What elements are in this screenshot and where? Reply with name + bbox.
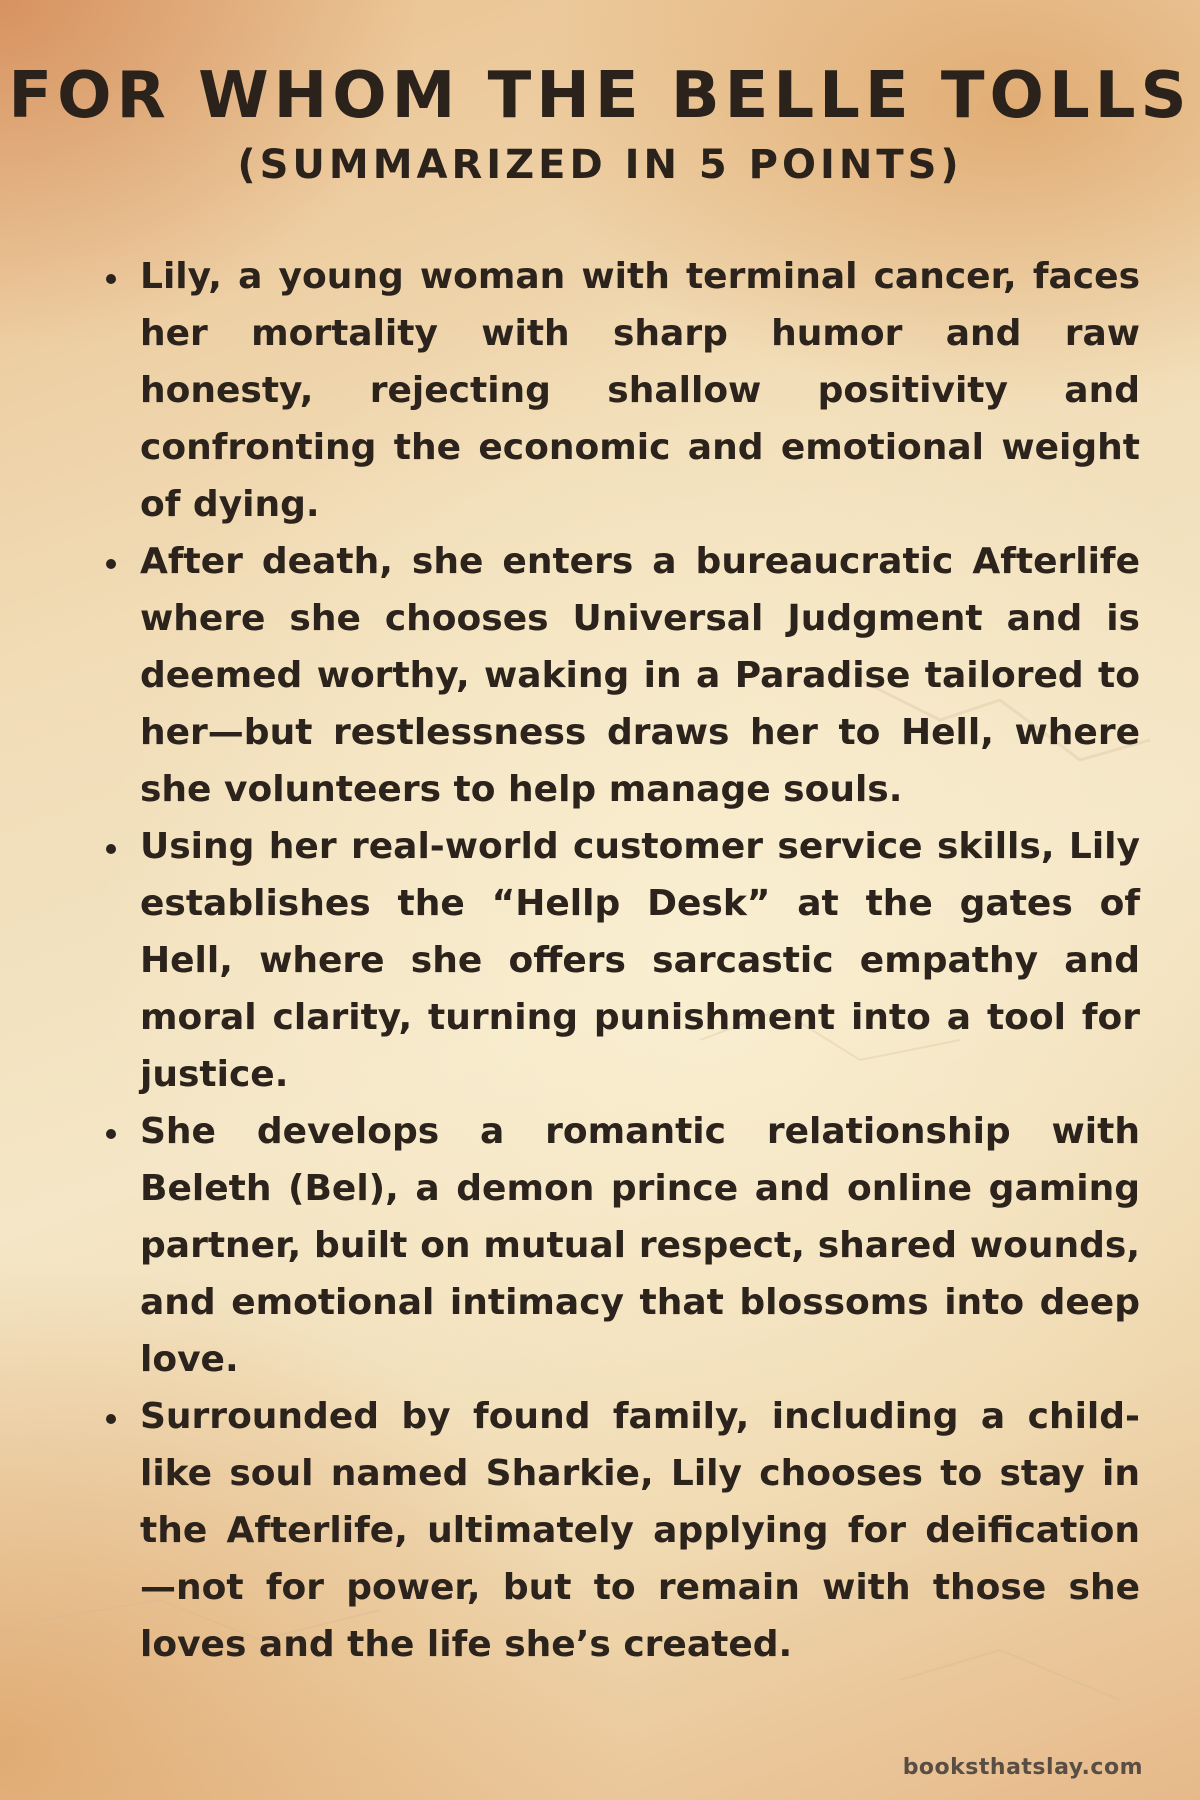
- summary-list: [0, 248, 1200, 1673]
- summary-point-text: Using her real-world customer service skills, Lily establishes the “Hellp Desk” at the gates of Hell, where she offers sarcastic empathy and moral clarity, turning punishment into a tool for justice.: [140, 826, 1140, 1095]
- header: [0, 58, 1200, 190]
- summary-point-text: She develops a romantic relationship with Beleth (Bel), a demon prince and online gaming partner, built on mutual respect, shared wounds, and emotional intimacy that blossoms into deep love.: [140, 1111, 1140, 1380]
- page-title: FOR WHOM THE BELLE TOLLS: [8, 59, 1192, 133]
- bullet-icon: [106, 1414, 116, 1424]
- bullet-icon: [106, 559, 116, 569]
- bullet-icon: [106, 844, 116, 854]
- summary-point-5: [0, 1388, 1140, 1673]
- bullet-icon: [106, 1129, 116, 1139]
- summary-point-4: [0, 1103, 1140, 1388]
- summary-point-text: After death, she enters a bureaucratic Afterlife where she chooses Universal Judgment and is deemed worthy, waking in a Paradise tailored to her—but restlessness draws her to Hell, where she volunteers to help manage souls.: [140, 541, 1140, 810]
- page-subtitle: (SUMMARIZED IN 5 POINTS): [237, 142, 963, 188]
- summary-point-text: Lily, a young woman with terminal cancer, faces her mortality with sharp humor and raw honesty, rejecting shallow positivity and confronting the economic and emotional weight of dying.: [140, 256, 1140, 525]
- summary-point-2: [0, 533, 1140, 818]
- bullet-icon: [106, 274, 116, 284]
- summary-point-1: [0, 248, 1140, 533]
- summary-point-3: [0, 818, 1140, 1103]
- summary-point-text: Surrounded by found family, including a child-like soul named Sharkie, Lily chooses to stay in the Afterlife, ultimately applying for deification—not for power, but to remain with those she loves and the life she’s created.: [140, 1396, 1140, 1665]
- site-credit: booksthatslay.com: [902, 1755, 1143, 1780]
